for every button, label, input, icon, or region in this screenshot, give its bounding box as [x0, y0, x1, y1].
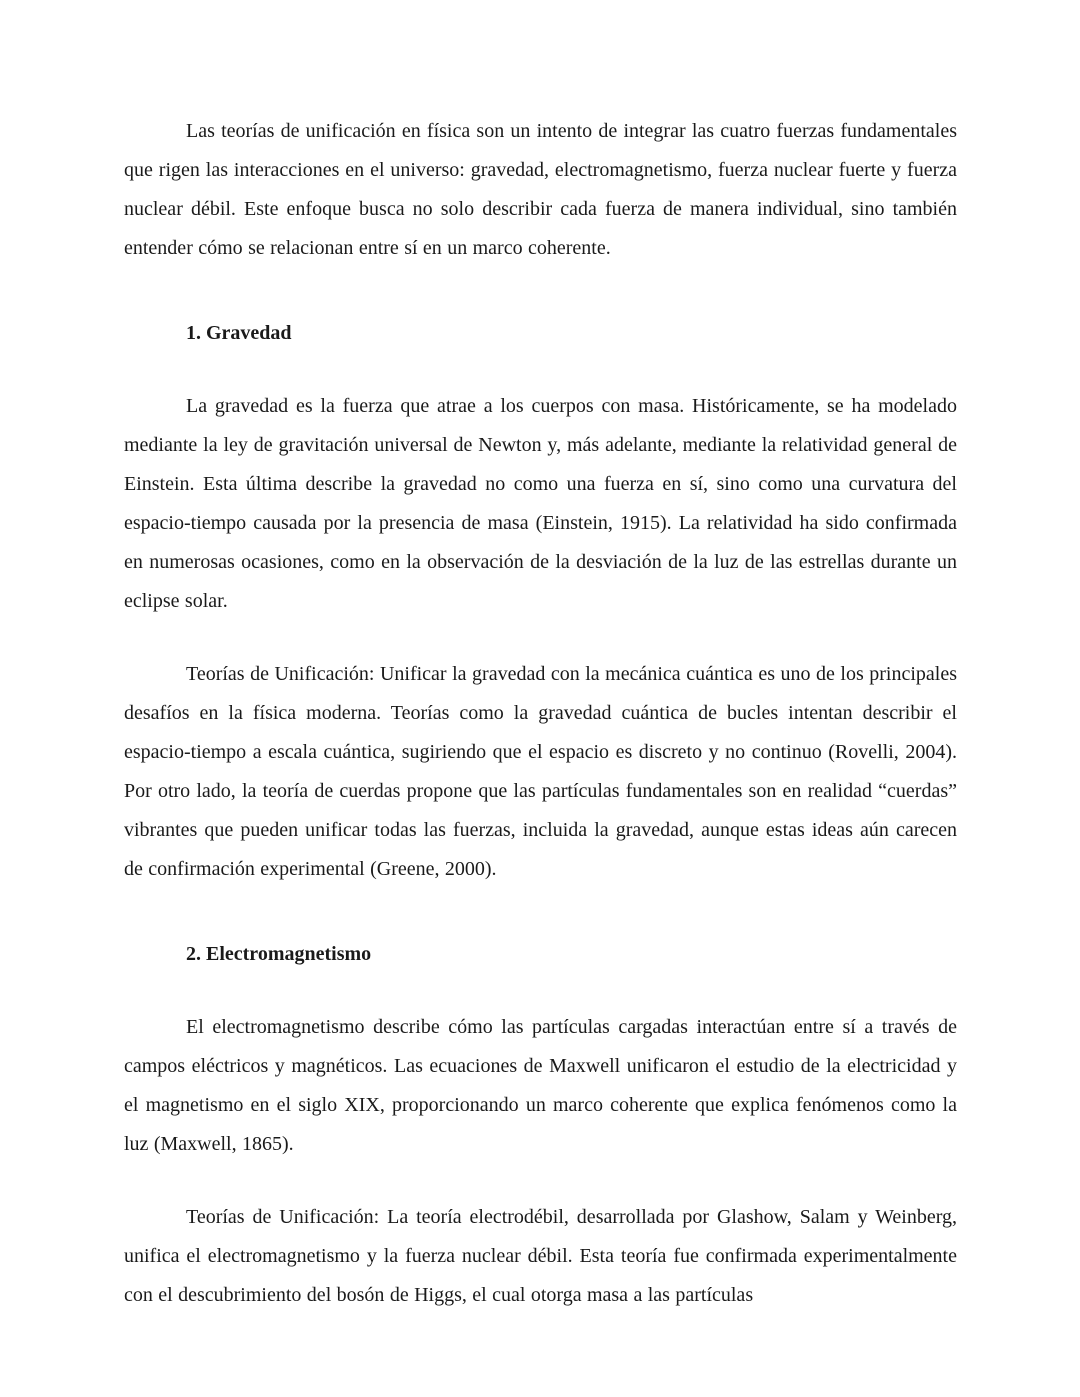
- section-heading-gravedad: 1. Gravedad: [186, 322, 292, 344]
- gravedad-unificacion-paragraph: Teorías de Unificación: Unificar la gravedad con la mecánica cuántica es uno de los principales desafíos en la física moderna. Teorías como la gravedad cuántica de bucles intentan describir el espacio-tiempo a escala cuántica, sugiriendo que el espacio es discreto y no continuo (Rovelli, 2004). Por otro lado, la teoría de cuerdas propone que las partículas fundamentales son en realidad “cuerdas” vibrantes que pueden unificar todas las fuerzas, incluida la gravedad, aunque estas ideas aún carecen de confirmación experimental (Greene, 2000).: [124, 663, 957, 880]
- electromagnetismo-description-paragraph: El electromagnetismo describe cómo las partículas cargadas interactúan entre sí a través de campos eléctricos y magnéticos. Las ecuaciones de Maxwell unificaron el estudio de la electricidad y el magnetismo en el siglo XIX, proporcionando un marco coherente que explica fenómenos como la luz (Maxwell, 1865).: [124, 1016, 957, 1155]
- gravedad-description-paragraph: La gravedad es la fuerza que atrae a los cuerpos con masa. Históricamente, se ha modelado mediante la ley de gravitación universal de Newton y, más adelante, mediante la relatividad general de Einstein. Esta última describe la gravedad no como una fuerza en sí, sino como una curvatura del espacio-tiempo causada por la presencia de masa (Einstein, 1915). La relatividad ha sido confirmada en numerosas ocasiones, como en la observación de la desviación de la luz de las estrellas durante un eclipse solar.: [124, 395, 957, 612]
- document-text-column: [124, 112, 957, 1315]
- electromagnetismo-unificacion-paragraph: Teorías de Unificación: La teoría electrodébil, desarrollada por Glashow, Salam y Weinberg, unifica el electromagnetismo y la fuerza nuclear débil. Esta teoría fue confirmada experimentalmente con el descubrimiento del bosón de Higgs, el cual otorga masa a las partículas: [124, 1206, 957, 1306]
- section-heading-electromagnetismo: 2. Electromagnetismo: [186, 943, 372, 965]
- intro-paragraph: Las teorías de unificación en física son un intento de integrar las cuatro fuerzas fundamentales que rigen las interacciones en el universo: gravedad, electromagnetismo, fuerza nuclear fuerte y fuerza nuclear débil. Este enfoque busca no solo describir cada fuerza de manera individual, sino también entender cómo se relacionan entre sí en un marco coherente.: [124, 120, 957, 259]
